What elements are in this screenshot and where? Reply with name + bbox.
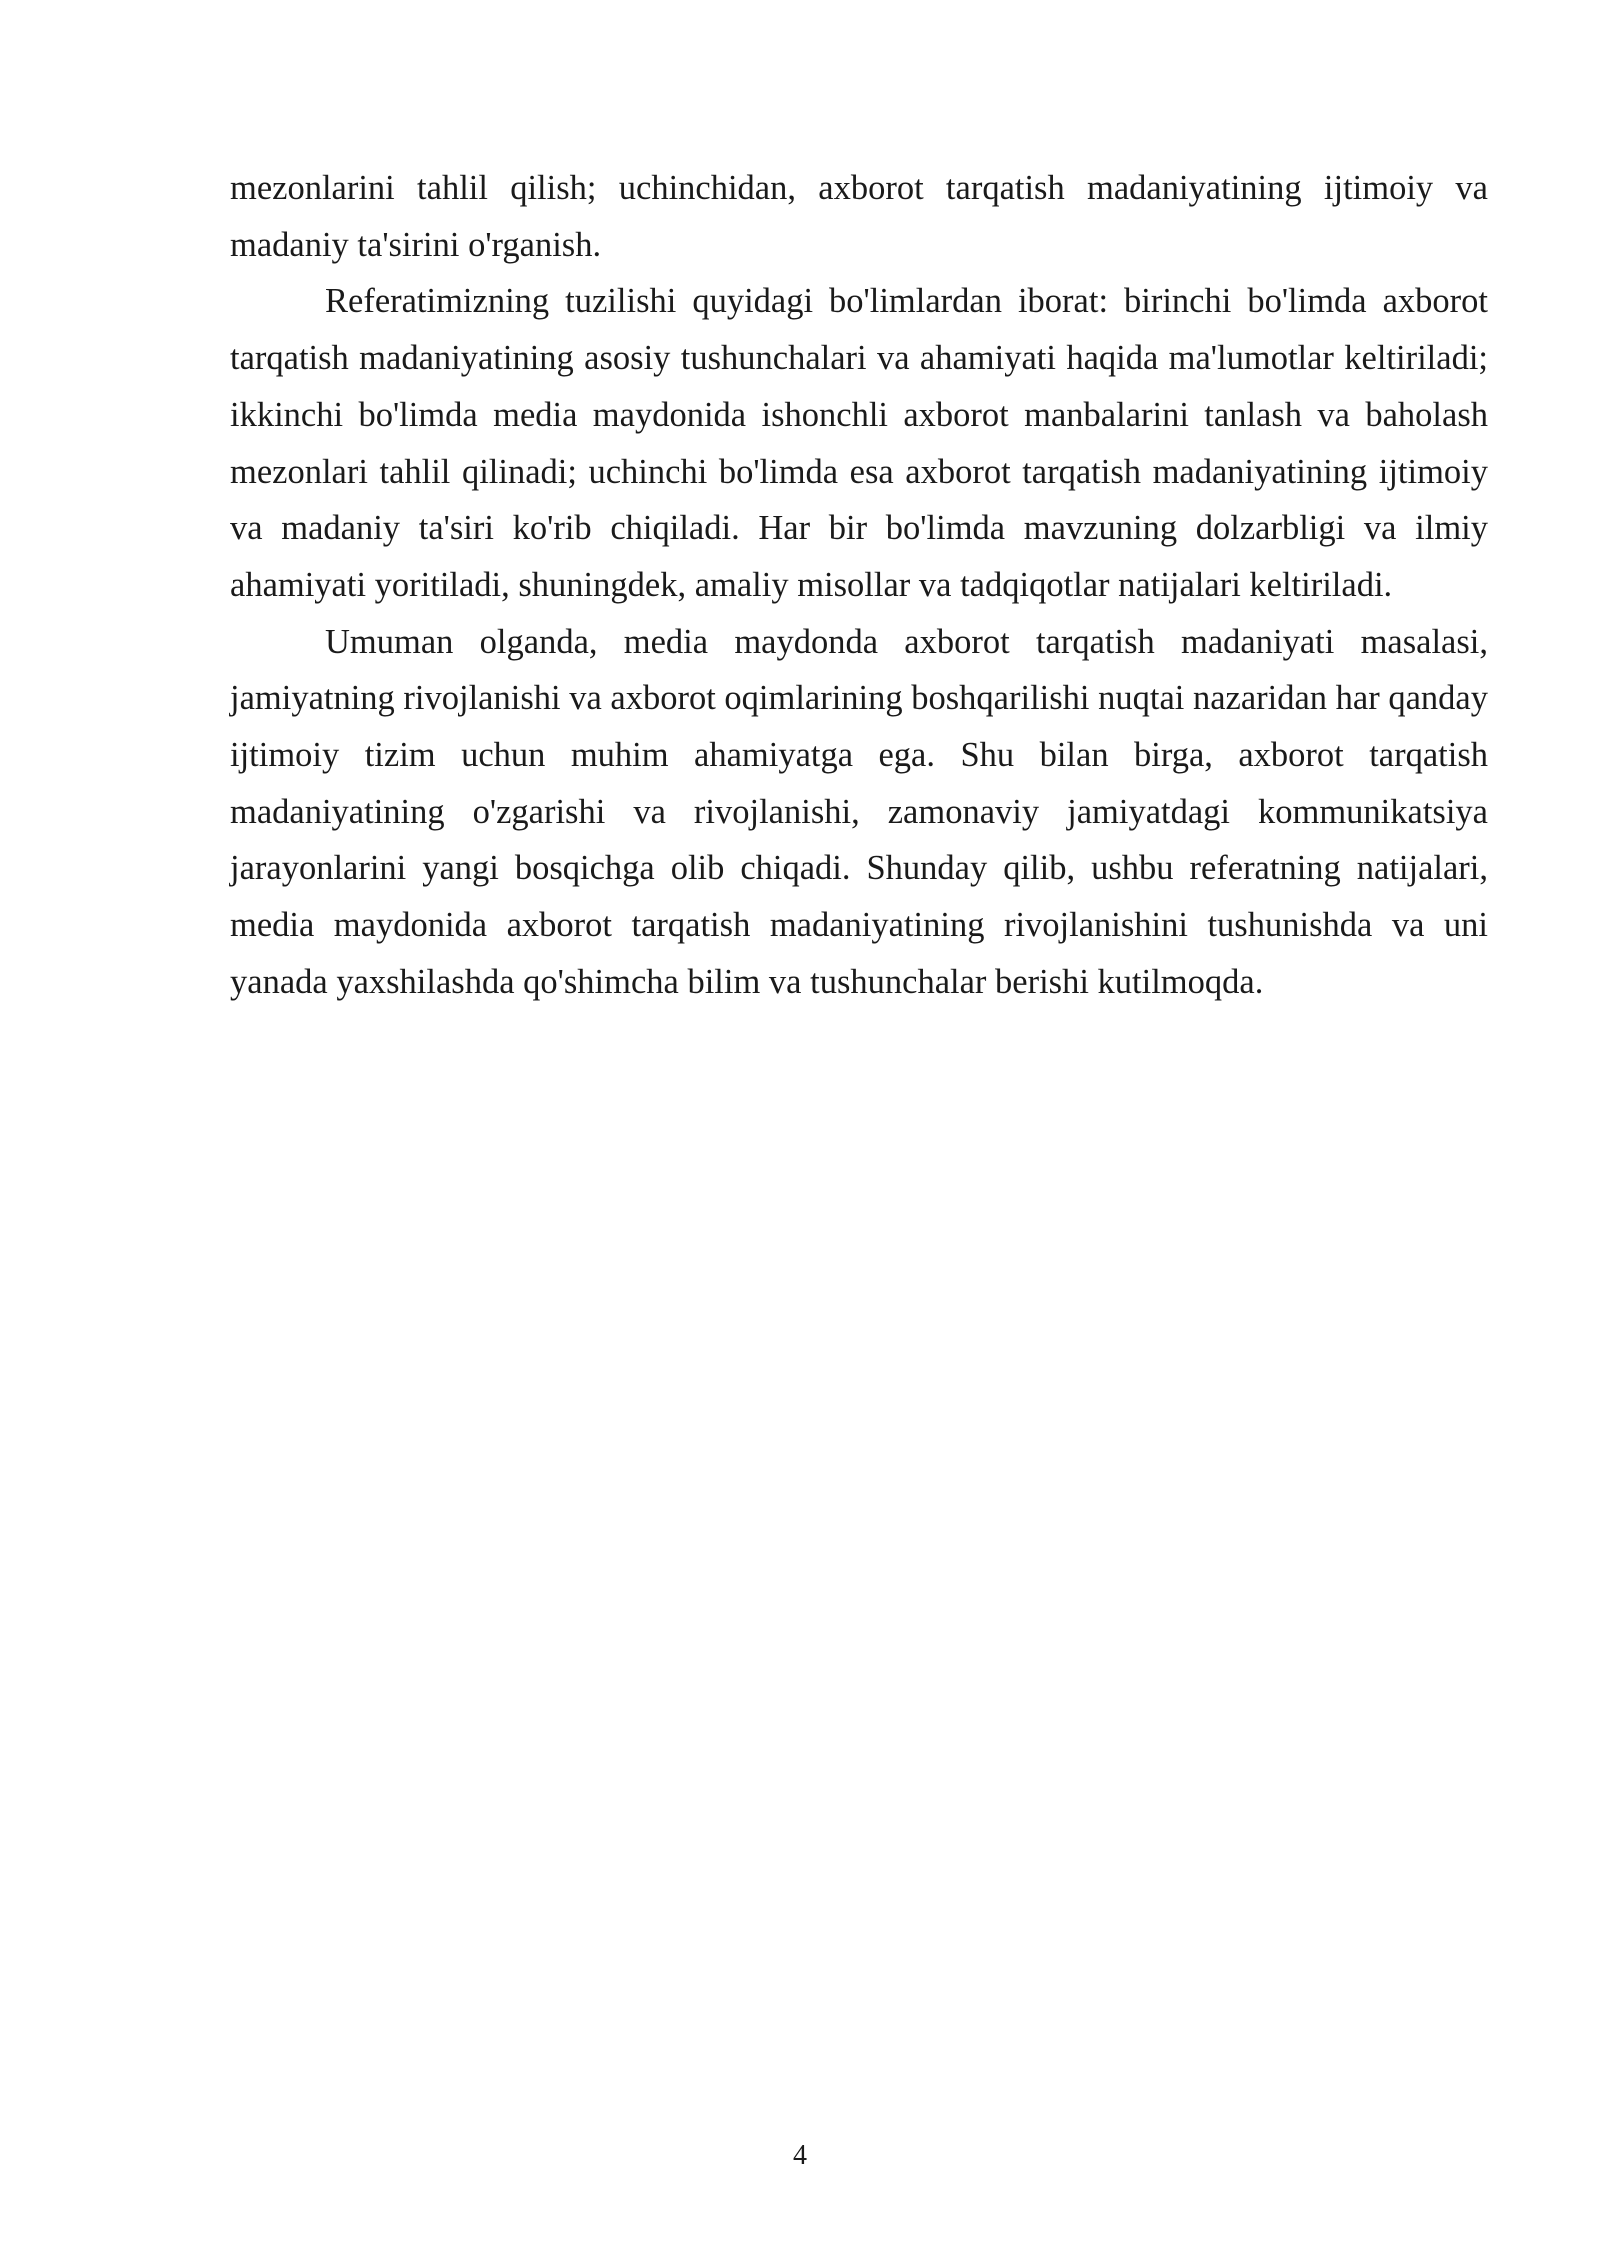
paragraph-structure: Referatimizning tuzilishi quyidagi bo'limlardan iborat: birinchi bo'limda axborot tarqatish madaniyatining asosiy tushunchalari va ahamiyati haqida ma'lumotlar keltiriladi; ikkinchi bo'limda media maydonida ishonchli axborot manbalarini tanlash va baholash mezonlari tahlil qilinadi; uchinchi bo'limda esa axborot tarqatish madaniyatining ijtimoiy va madaniy ta'siri ko'rib chiqiladi. Har bir bo'limda mavzuning dolzarbligi va ilmiy ahamiyati yoritiladi, shuningdek, amaliy misollar va tadqiqotlar natijalari keltiriladi.: [230, 282, 1488, 604]
paragraph-continuation: mezonlarini tahlil qilish; uchinchidan, axborot tarqatish madaniyatining ijtimoiy va madaniy ta'sirini o'rganish.: [230, 169, 1488, 264]
page-number: 4: [793, 2140, 807, 2171]
body-text: [230, 160, 1488, 1011]
paragraph-conclusion: Umuman olganda, media maydonda axborot tarqatish madaniyati masalasi, jamiyatning rivojlanishi va axborot oqimlarining boshqarilishi nuqtai nazaridan har qanday ijtimoiy tizim uchun muhim ahamiyatga ega. Shu bilan birga, axborot tarqatish madaniyatining o'zgarishi va rivojlanishi, zamonaviy jamiyatdagi kommunikatsiya jarayonlarini yangi bosqichga olib chiqadi. Shunday qilib, ushbu referatning natijalari, media maydonida axborot tarqatish madaniyatining rivojlanishini tushunishda va uni yanada yaxshilashda qo'shimcha bilim va tushunchalar berishi kutilmoqda.: [230, 622, 1488, 1001]
